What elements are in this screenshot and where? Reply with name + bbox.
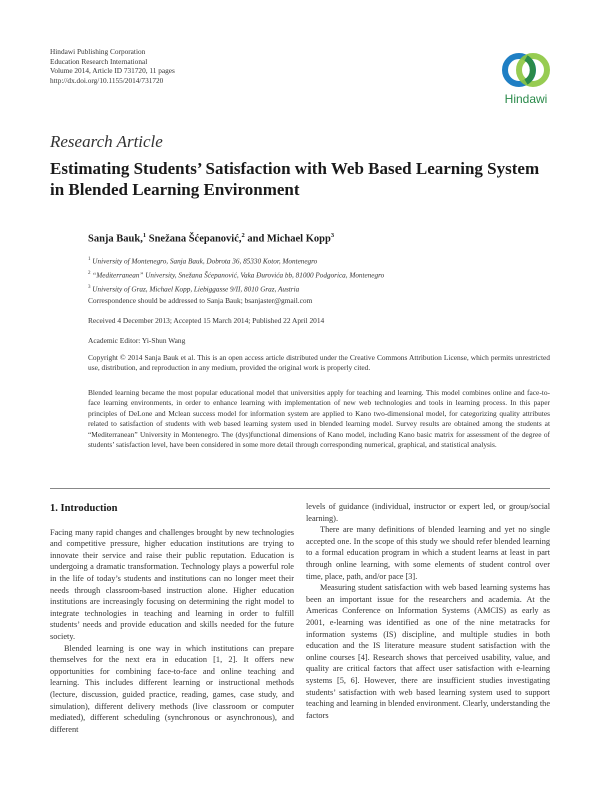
publisher-name: Hindawi Publishing Corporation (50, 47, 146, 56)
paragraph: levels of guidance (individual, instructor or expert led, or group/social learning). (306, 502, 550, 523)
affiliations (88, 254, 384, 296)
author-sup: 2 (241, 232, 245, 239)
section-heading: 1. Introduction (50, 503, 118, 514)
affiliation-item: $^1$ University of Montenegro, Sanja Bauk, Dobrota 36, 85330 Kotor, Montenegro (88, 257, 318, 266)
hindawi-logo-text: Hindawi (504, 92, 548, 106)
article-type: Research Article (50, 132, 163, 151)
doi-link[interactable]: http://dx.doi.org/10.1155/2014/731720 (50, 75, 164, 85)
affiliation-item: $^2$ “Mediterranean” University, Snežana Šćepanović, Vaka Đurovića bb, 81000 Podgorica, Montenegro (88, 270, 385, 280)
editor-line: Academic Editor: Yi-Shun Wang (88, 336, 186, 345)
journal-header (50, 47, 175, 85)
hindawi-logo (493, 48, 559, 108)
author-name: Sanja Bauk, (88, 233, 143, 245)
body-column-right (306, 501, 550, 721)
correspondence-line: Correspondence should be addressed to Sanja Bauk; bsanjaster@gmail.com (88, 296, 313, 305)
paragraph: Blended learning is one way in which institutions can prepare themselves for the next era in education [1, 2]. It offers new opportunities for combining face-to-face and online teaching and learning. This includes different learning or instructional methods (lecture, discussion, guided practice, reading, games, case study, and simulation), different delivery methods (live classroom or computer mediated), different scheduling (synchronous or asynchronous), and different (50, 643, 294, 734)
affiliation-item: $^3$ University of Graz, Michael Kopp, Liebiggasse 9/II, 8010 Graz, Austria (88, 284, 300, 294)
paragraph: Facing many rapid changes and challenges brought by new technologies and competitive pressure, higher education institutions are trying to innovate their service and raise their public reputation. Education is undergoing a dramatic transformation. Technology plays a powerful role in the life of today’s students and institutions can no longer meet their needs through classroom-based instruction alone. Higher education institutions are increasingly focusing on determining the right model to integrate technologies in teaching and learning in order to fulfill students’ needs and provide education and skills needed for the future society. (50, 527, 294, 641)
author-list (88, 232, 334, 245)
section-divider (50, 488, 550, 489)
author-sup: 1 (142, 232, 147, 239)
paragraph: There are many definitions of blended learning and yet no single accepted one. In the scope of this study we should refer blended learning to a formal education program in which a student learns at least in part through online learning, with some elements of student control over time, place, path, and/or pace [3]. (306, 525, 550, 581)
author-sup: 3 (330, 232, 335, 239)
volume-info: Volume 2014, Article ID 731720, 11 pages (50, 66, 175, 75)
hindawi-rings-icon (493, 48, 559, 92)
copyright-notice: Copyright © 2014 Sanja Bauk et al. This is an open access article distributed under the Creative Commons Attribution License, which permits unrestricted use, distribution, and reproduction in any medium, provided the original work is properly cited. (88, 353, 550, 373)
author-name: Snežana Šćepanović, (148, 233, 242, 245)
journal-name: Education Research International (50, 56, 148, 66)
author-name: and Michael Kopp (247, 233, 331, 245)
abstract: Blended learning became the most popular educational model that universities apply for teaching and learning. This model combines online and face-to-face learning environments, in order to enhance learning with implementation of new web technologies and tools in learning process. In this paper principles of DeLone and Mclean success model for information system are applied to Kano two-dimensional model, for categorizing quality attributes related to satisfaction of students with web based learning system used in blended learning model. Survey results are obtained among the students at “Mediterranean” University in Montenegro. The (dys)functional dimensions of Kano model, including Kano basic matrix for assessment of the degree of students’ satisfaction level, have been considered in some more detail through corresponding numerical, graphical, and statistical analysis. (88, 388, 550, 450)
article-title: Estimating Students’ Satisfaction with Web Based Learning System in Blended Learning Environment (50, 159, 540, 199)
paragraph: Measuring student satisfaction with web based learning systems has been an important issue for the researchers and academia. At the Americas Conference on Information Systems (AMCIS) as early as 2001, e-learning was identified as one of the nine metatracks for information systems (IS) discipline, and multiple studies in both education and the IS literature measure student satisfaction with the online courses [4]. Research shows that perceived usability, value, and quality are critical factors that affect user satisfaction with e-learning systems [5, 6]. However, there are insufficient studies investigating students’ satisfaction with web based learning system used to support teaching and learning in blended environment. Clearly, understanding the factors (306, 583, 550, 720)
dates-line: Received 4 December 2013; Accepted 15 March 2014; Published 22 April 2014 (88, 316, 325, 325)
body-column-left (50, 503, 294, 735)
